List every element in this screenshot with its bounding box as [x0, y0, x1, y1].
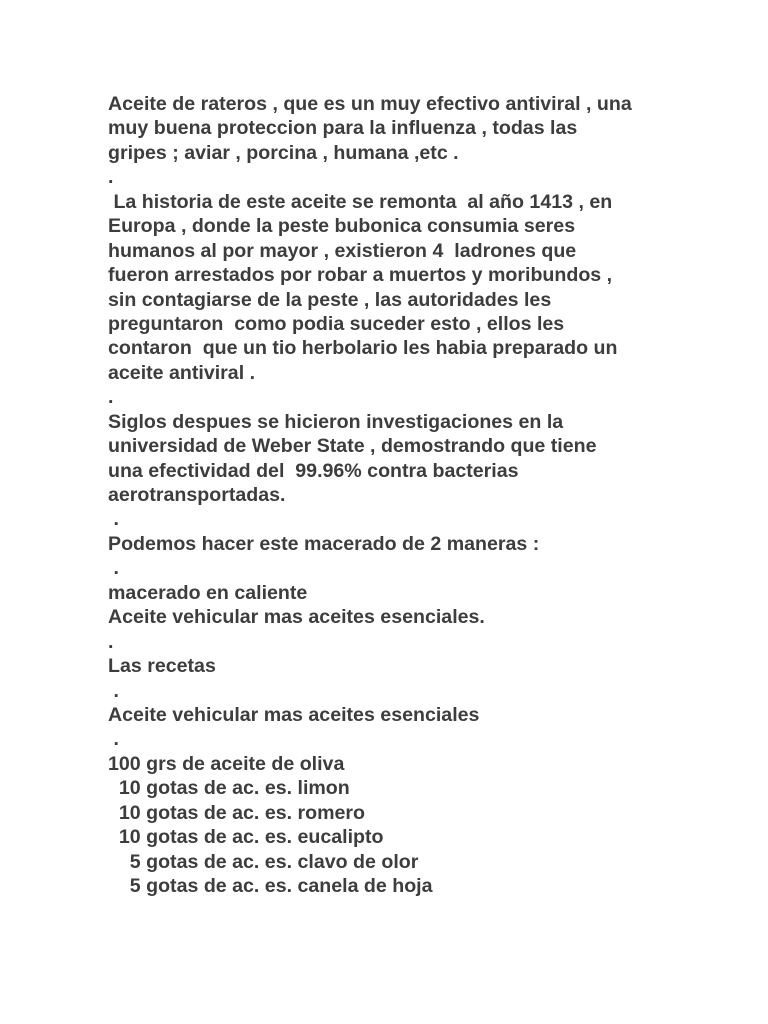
text-line: . — [108, 679, 119, 702]
text-line: 10 gotas de ac. es. romero — [108, 801, 366, 824]
text-line: macerado en caliente — [108, 581, 308, 604]
text-line: fueron arrestados por robar a muertos y moribundos , — [108, 264, 613, 287]
text-line: . — [108, 630, 114, 653]
text-line: . — [108, 166, 114, 189]
text-line: Europa , donde la peste bubonica consumia seres — [108, 215, 576, 238]
text-line: Las recetas — [108, 655, 216, 678]
text-line: Siglos despues se hicieron investigaciones en la — [108, 410, 564, 433]
text-line: Aceite de rateros , que es un muy efectivo antiviral , una — [108, 93, 632, 115]
text-line: . — [108, 557, 119, 580]
text-line: 100 grs de aceite de oliva — [108, 752, 345, 775]
text-line: gripes ; aviar , porcina , humana ,etc . — [108, 141, 459, 164]
text-line: . — [108, 728, 119, 751]
text-line: Aceite vehicular mas aceites esenciales. — [108, 606, 485, 629]
text-line: sin contagiarse de la peste , las autoridades les — [108, 288, 552, 311]
text-line: aerotransportadas. — [108, 484, 286, 506]
text-line: Podemos hacer este macerado de 2 maneras : — [108, 532, 540, 555]
text-line: humanos al por mayor , existieron 4 ladrones que — [108, 239, 577, 262]
text-line: 10 gotas de ac. es. limon — [108, 777, 350, 800]
document-body — [108, 92, 708, 898]
text-line: contaron que un tio herbolario les habia preparado un — [108, 337, 618, 360]
text-line: universidad de Weber State , demostrando que tiene — [108, 435, 597, 458]
text-line: preguntaron como podia suceder esto , ellos les — [108, 312, 565, 335]
text-line: muy buena proteccion para la influenza , todas las — [108, 117, 578, 140]
text-line: 10 gotas de ac. es. eucalipto — [108, 826, 384, 849]
text-line: 5 gotas de ac. es. clavo de olor — [108, 850, 419, 873]
text-line: . — [108, 508, 119, 531]
text-line: una efectividad del 99.96% contra bacterias — [108, 459, 519, 482]
text-line: . — [108, 386, 114, 409]
text-line: 5 gotas de ac. es. canela de hoja — [108, 875, 433, 897]
text-line: La historia de este aceite se remonta al año 1413 , en — [108, 190, 613, 213]
text-line: Aceite vehicular mas aceites esenciales — [108, 703, 480, 726]
text-line: aceite antiviral . — [108, 361, 256, 384]
